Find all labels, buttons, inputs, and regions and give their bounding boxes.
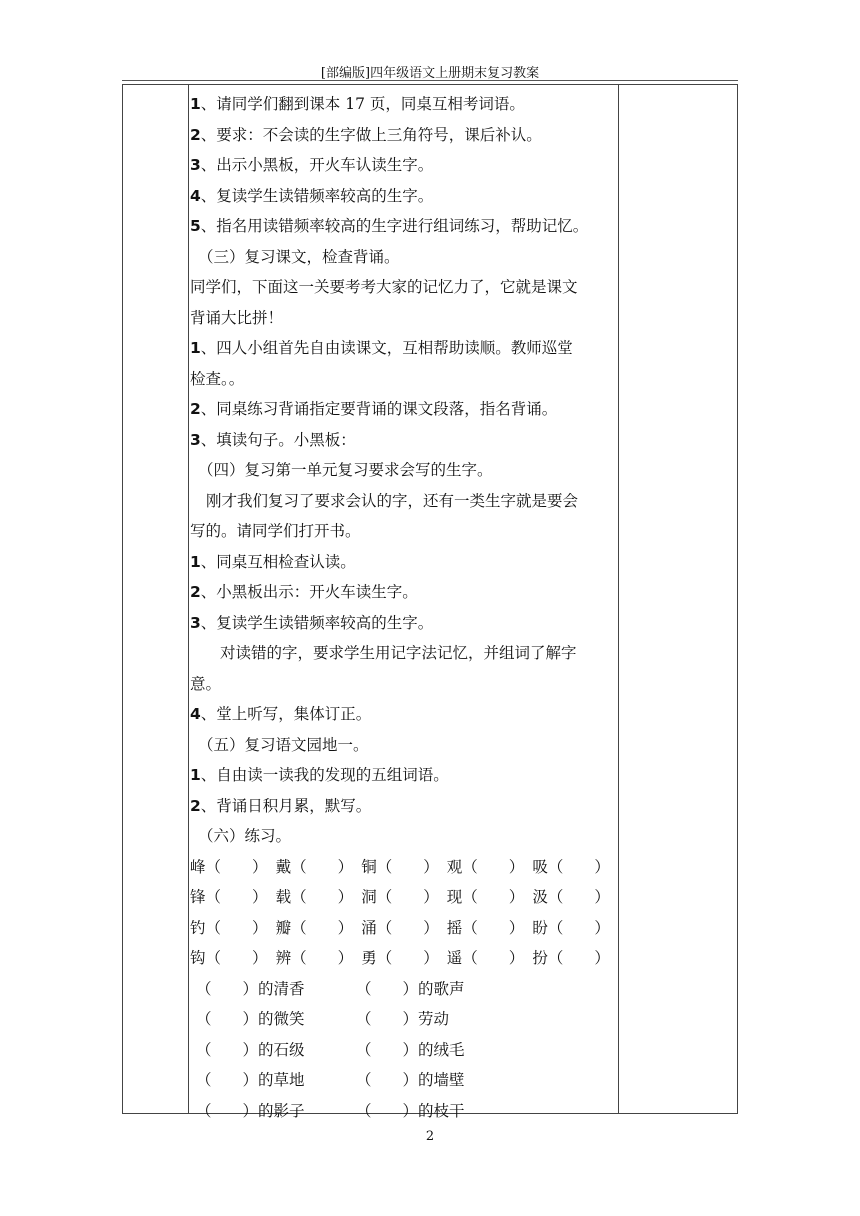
line-text: 写的。请同学们打开书。 [190,522,361,540]
text-line [190,394,618,425]
item-number: 2 [190,400,201,418]
character-blank: 峰（ ） [190,857,268,876]
character-blank: 现（ ） [446,888,525,906]
text-line [190,181,618,212]
text-line [190,608,618,639]
column-divider-right [618,85,619,1113]
text-line [190,486,618,517]
text-line [190,791,618,822]
character-blank: 洞（ ） [361,888,439,906]
character-row [190,882,618,913]
item-number: 3 [190,430,201,449]
item-number: 2 [190,125,201,144]
text-line [190,150,618,181]
phrase-blank: （ ）的绒毛 [356,1040,465,1059]
line-text: 、背诵日积月累，默写。 [200,796,372,815]
phrase-blank: （ ）的微笑 [196,1010,305,1028]
character-blank: 辨（ ） [275,949,354,967]
character-blank: 钩（ ） [190,949,268,967]
phrase-blank: （ ）的石级 [196,1040,305,1059]
phrase-exercises [190,974,618,1127]
item-number: 2 [190,583,201,601]
line-text: 、同桌练习背诵指定要背诵的课文段落，指名背诵。 [200,400,558,418]
text-line [190,364,618,395]
text-line [190,242,618,273]
text-line [190,272,618,303]
character-blank: 汲（ ） [532,888,610,906]
line-text: 、指名用读错频率较高的生字进行组词练习，帮助记忆。 [200,217,589,235]
line-text: 、出示小黑板，开火车认读生字。 [200,156,434,174]
line-text: 意。 [190,674,222,693]
character-blank: 涌（ ） [361,918,439,937]
character-row [190,943,618,974]
phrase-blank: （ ）的清香 [196,979,305,998]
line-text: 、填读句子。小黑板： [200,430,356,449]
lesson-content [190,89,618,1126]
line-text: 检查。。 [190,369,245,388]
phrase-blank: （ ）的歌声 [356,979,465,998]
item-number: 1 [190,339,201,357]
character-blank: 勇（ ） [361,949,439,967]
character-blank: 锋（ ） [190,888,268,906]
line-text: 、堂上听写，集体订正。 [200,705,372,723]
line-text: （六）练习。 [198,827,292,845]
text-line [190,120,618,151]
text-line [190,699,618,730]
text-line [190,89,618,120]
character-blank: 戴（ ） [275,857,354,876]
character-blank: 瓣（ ） [275,918,354,937]
line-text: 、小黑板出示：开火车读生字。 [200,583,418,601]
character-row [190,913,618,944]
item-number: 1 [190,766,201,784]
character-blank: 观（ ） [446,857,525,876]
item-number: 4 [190,705,201,723]
line-text: 、请同学们翻到课本 17 页，同桌互相考词语。 [200,95,525,113]
line-text: 、四人小组首先自由读课文，互相帮助读顺。教师巡堂 [200,339,573,357]
lesson-table [122,84,738,1120]
page-header: [部编版]四年级语文上册期末复习教案 [320,66,540,81]
line-text: 、复读学生读错频率较高的生字。 [200,186,434,205]
character-row [190,852,618,883]
line-text: （五）复习语文园地一。 [198,735,369,754]
character-grid [190,852,618,974]
phrase-blank: （ ）劳动 [356,1010,450,1028]
line-text: 、同桌互相检查认读。 [200,552,356,571]
text-line [190,669,618,700]
phrase-row [190,1004,618,1035]
line-text: （三）复习课文，检查背诵。 [198,247,400,266]
phrase-row [190,974,618,1005]
phrase-row [190,1065,618,1096]
character-blank: 摇（ ） [446,918,525,937]
item-number: 1 [190,95,201,113]
character-blank: 载（ ） [275,888,354,906]
line-text: 、自由读一读我的发现的五组词语。 [200,766,449,784]
text-line [190,730,618,761]
phrase-blank: （ ）的影子 [196,1101,305,1120]
line-text: 背诵大比拼！ [190,308,284,327]
column-divider-left [188,85,189,1113]
page-number: 2 [425,1129,435,1144]
text-line [190,333,618,364]
item-number: 2 [190,796,201,815]
phrase-blank: （ ）的枝干 [356,1101,465,1120]
phrase-row [190,1035,618,1066]
item-number: 3 [190,156,201,174]
character-blank: 铜（ ） [361,857,439,876]
text-line [190,638,618,669]
phrase-blank: （ ）的墙壁 [356,1071,465,1089]
item-number: 3 [190,613,201,632]
character-blank: 遥（ ） [446,949,525,967]
text-line [190,821,618,852]
text-line [190,425,618,456]
line-text: 同学们，下面这一关要考考大家的记忆力了，它就是课文 [190,278,578,296]
text-line [190,516,618,547]
text-line [190,577,618,608]
phrase-row [190,1096,618,1127]
character-blank: 吸（ ） [532,857,610,876]
text-lines [190,89,618,852]
text-line [190,211,618,242]
line-text: 对读错的字，要求学生用记字法记忆，并组词了解字 [220,644,577,662]
text-line [190,547,618,578]
line-text: 刚才我们复习了要求会认的字，还有一类生字就是要会 [206,491,579,510]
line-text: （四）复习第一单元复习要求会写的生字。 [198,461,493,479]
text-line [190,303,618,334]
line-text: 、要求：不会读的生字做上三角符号，课后补认。 [200,125,542,144]
item-number: 1 [190,552,201,571]
phrase-blank: （ ）的草地 [196,1071,305,1089]
text-line [190,455,618,486]
line-text: 、复读学生读错频率较高的生字。 [200,613,434,632]
character-blank: 钓（ ） [190,918,268,937]
item-number: 4 [190,186,201,205]
character-blank: 盼（ ） [532,918,610,937]
item-number: 5 [190,217,201,235]
header-rule [122,80,738,81]
text-line [190,760,618,791]
character-blank: 扮（ ） [532,949,610,967]
